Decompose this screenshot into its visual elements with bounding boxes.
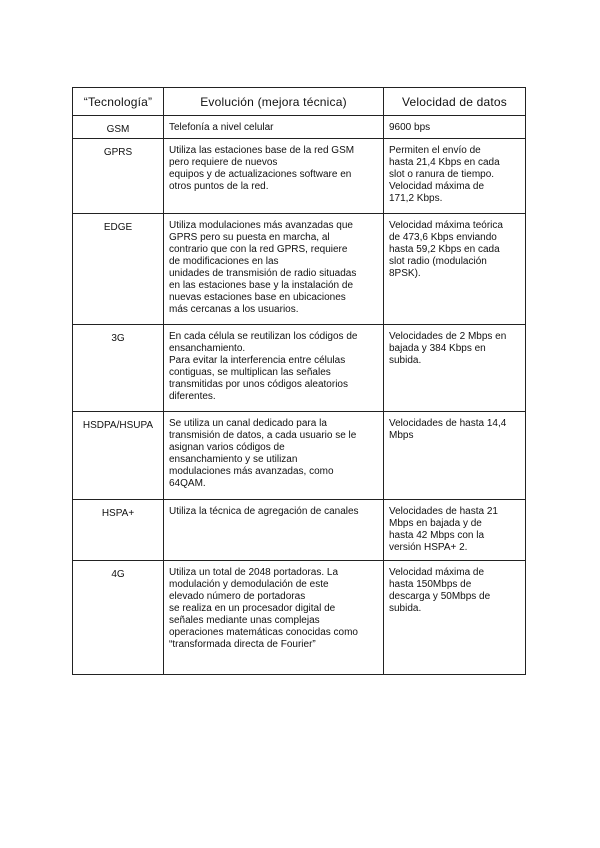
- speed-line: slot o ranura de tiempo.: [389, 169, 495, 180]
- evolution-line: transmitidas por unos códigos aleatorios: [169, 379, 348, 390]
- table-row: [73, 500, 526, 561]
- table-header: [73, 88, 526, 116]
- speed-line: Velocidad máxima teórica: [389, 220, 503, 231]
- evolution-line: 64QAM.: [169, 478, 206, 489]
- speed-line: subida.: [389, 603, 422, 614]
- table-row: [73, 214, 526, 325]
- cell-speed: [384, 325, 526, 412]
- table-row: [73, 116, 526, 139]
- table-row: [73, 412, 526, 500]
- speed-line: Mbps: [389, 430, 414, 441]
- evolution-line: de modificaciones en las: [169, 256, 279, 267]
- speed-line: hasta 150Mbps de: [389, 579, 472, 590]
- speed-line: Mbps en bajada y de: [389, 518, 482, 529]
- speed-line: descarga y 50Mbps de: [389, 591, 491, 602]
- cell-speed: [384, 561, 526, 675]
- cell-technology: HSDPA/HSUPA: [73, 412, 164, 500]
- cell-speed: [384, 500, 526, 561]
- evolution-line: en las estaciones base y la instalación de: [169, 280, 354, 291]
- evolution-line: contiguas, se multiplican las señales: [169, 367, 331, 378]
- evolution-line: GPRS pero su puesta en marcha, al: [169, 232, 330, 243]
- table-row: [73, 139, 526, 214]
- cell-technology: EDGE: [73, 214, 164, 325]
- cell-evolution: [164, 412, 384, 500]
- speed-line: Permiten el envío de: [389, 145, 481, 156]
- speed-line: Velocidades de hasta 21: [389, 506, 498, 517]
- cell-speed: [384, 412, 526, 500]
- cell-evolution: [164, 500, 384, 561]
- evolution-line: ensanchamiento.: [169, 343, 246, 354]
- evolution-line: Utiliza las estaciones base de la red GSM: [169, 145, 355, 156]
- evolution-line: elevado número de portadoras: [169, 591, 306, 602]
- cell-technology: GPRS: [73, 139, 164, 214]
- evolution-line: Se utiliza un canal dedicado para la: [169, 418, 327, 429]
- cell-evolution: [164, 116, 384, 139]
- cell-technology: 3G: [73, 325, 164, 412]
- evolution-line: modulaciones más avanzadas, como: [169, 466, 334, 477]
- evolution-line: pero requiere de nuevos: [169, 157, 278, 168]
- evolution-line: operaciones matemáticas conocidas como: [169, 627, 358, 638]
- evolution-line: Utiliza modulaciones más avanzadas que: [169, 220, 353, 231]
- speed-line: 8PSK).: [389, 268, 421, 279]
- speed-line: bajada y 384 Kbps en: [389, 343, 486, 354]
- evolution-line: “transformada directa de Fourier”: [169, 639, 316, 650]
- evolution-line: Utiliza la técnica de agregación de canales: [169, 506, 359, 517]
- speed-line: Velocidades de hasta 14,4: [389, 418, 507, 429]
- evolution-line: Para evitar la interferencia entre células: [169, 355, 346, 366]
- table-row: [73, 325, 526, 412]
- cell-evolution: [164, 214, 384, 325]
- evolution-line: modulación y demodulación de este: [169, 579, 329, 590]
- table-row: [73, 561, 526, 675]
- evolution-line: señales mediante unas complejas: [169, 615, 320, 626]
- evolution-line: otros puntos de la red.: [169, 181, 269, 192]
- cell-technology: 4G: [73, 561, 164, 675]
- speed-line: 9600 bps: [389, 122, 431, 133]
- evolution-line: se realiza en un procesador digital de: [169, 603, 336, 614]
- cell-speed: [384, 214, 526, 325]
- speed-line: Velocidades de 2 Mbps en: [389, 331, 507, 342]
- cell-speed: [384, 139, 526, 214]
- speed-line: versión HSPA+ 2.: [389, 542, 468, 553]
- cell-evolution: [164, 325, 384, 412]
- header-technology: “Tecnología”: [73, 88, 164, 116]
- evolution-line: contrario que con la red GPRS, requiere: [169, 244, 348, 255]
- cell-technology: HSPA+: [73, 500, 164, 561]
- header-row: [73, 88, 526, 116]
- header-speed: Velocidad de datos: [384, 88, 526, 116]
- speed-line: subida.: [389, 355, 422, 366]
- speed-line: Velocidad máxima de: [389, 567, 485, 578]
- header-evolution: Evolución (mejora técnica): [164, 88, 384, 116]
- evolution-line: Telefonía a nivel celular: [169, 122, 274, 133]
- speed-line: 171,2 Kbps.: [389, 193, 443, 204]
- speed-line: slot radio (modulación: [389, 256, 487, 267]
- cell-technology: GSM: [73, 116, 164, 139]
- cell-evolution: [164, 139, 384, 214]
- speed-line: Velocidad máxima de: [389, 181, 485, 192]
- evolution-line: unidades de transmisión de radio situadas: [169, 268, 357, 279]
- speed-line: de 473,6 Kbps enviando: [389, 232, 497, 243]
- speed-line: hasta 59,2 Kbps en cada: [389, 244, 500, 255]
- evolution-line: nuevas estaciones base en ubicaciones: [169, 292, 346, 303]
- evolution-line: asignan varios códigos de: [169, 442, 285, 453]
- cell-evolution: [164, 561, 384, 675]
- speed-line: hasta 42 Mbps con la: [389, 530, 485, 541]
- speed-line: hasta 21,4 Kbps en cada: [389, 157, 500, 168]
- table-body: [73, 116, 526, 675]
- evolution-line: diferentes.: [169, 391, 216, 402]
- cell-speed: [384, 116, 526, 139]
- evolution-line: En cada célula se reutilizan los códigos de: [169, 331, 358, 342]
- evolution-line: Utiliza un total de 2048 portadoras. La: [169, 567, 338, 578]
- evolution-line: más cercanas a los usuarios.: [169, 304, 299, 315]
- evolution-line: ensanchamiento y se utilizan: [169, 454, 298, 465]
- evolution-line: transmisión de datos, a cada usuario se le: [169, 430, 357, 441]
- evolution-line: equipos y de actualizaciones software en: [169, 169, 352, 180]
- technology-table: [72, 87, 526, 675]
